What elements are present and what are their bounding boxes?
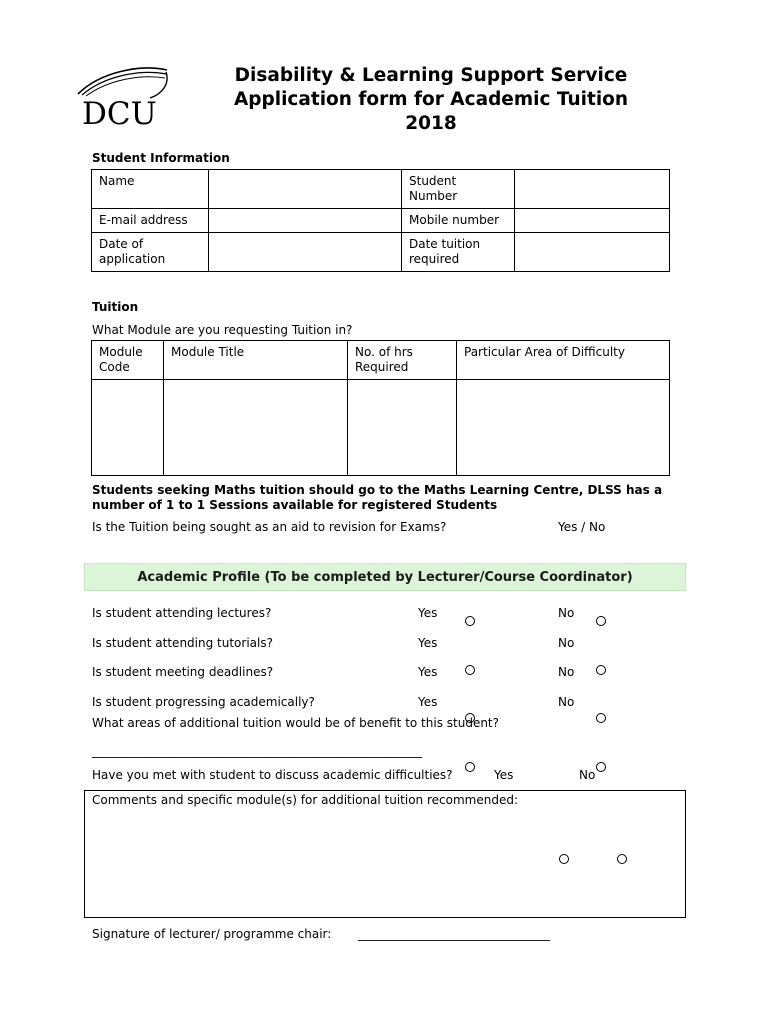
title-line-1: Disability & Learning Support Service: [234, 65, 628, 86]
yes-label: Yes: [418, 665, 438, 679]
met-yes-label: Yes: [494, 768, 514, 782]
radio-deadlines-no[interactable]: [596, 713, 606, 723]
module-table: [91, 340, 670, 476]
date-tuition-required-field[interactable]: [515, 233, 670, 272]
student-info-heading: Student Information: [92, 151, 230, 165]
revision-answer: Yes / No: [558, 520, 606, 534]
tuition-heading: Tuition: [92, 300, 139, 314]
hours-required-cell[interactable]: [348, 380, 457, 476]
student-number-label: Student Number: [402, 170, 515, 209]
name-label: Name: [92, 170, 209, 209]
title-line-2: Application form for Academic Tuition: [233, 89, 629, 110]
table-row: [92, 233, 670, 272]
date-of-application-field[interactable]: [209, 233, 402, 272]
no-label: No: [558, 606, 575, 620]
title-line-3: 2018: [405, 113, 457, 134]
mobile-number-label: Mobile number: [402, 209, 515, 233]
module-title-header: Module Title: [164, 341, 348, 380]
mobile-number-field[interactable]: [515, 209, 670, 233]
date-of-application-label: Date of application: [92, 233, 209, 272]
module-code-cell[interactable]: [92, 380, 164, 476]
dcu-logo-text: DCU: [82, 96, 157, 132]
comments-box[interactable]: [84, 790, 686, 918]
yes-label: Yes: [418, 606, 438, 620]
no-label: No: [558, 695, 575, 709]
form-title: [190, 64, 672, 136]
email-field[interactable]: [209, 209, 402, 233]
radio-tutorials-no[interactable]: [596, 665, 606, 675]
email-label: E-mail address: [92, 209, 209, 233]
signature-label: Signature of lecturer/ programme chair:: [92, 927, 332, 941]
student-number-field[interactable]: [515, 170, 670, 209]
table-row: [92, 170, 670, 209]
no-label: No: [558, 665, 575, 679]
question-tutorials: Is student attending tutorials?: [92, 636, 273, 650]
radio-lectures-yes[interactable]: [465, 616, 475, 626]
revision-question: Is the Tuition being sought as an aid to revision for Exams?: [92, 520, 447, 534]
module-code-header: Module Code: [92, 341, 164, 380]
additional-tuition-question: What areas of additional tuition would be of benefit to this student?: [92, 716, 500, 730]
difficulty-area-header: Particular Area of Difficulty: [457, 341, 670, 380]
question-lectures: Is student attending lectures?: [92, 606, 272, 620]
table-header-row: [92, 341, 670, 380]
table-row: [92, 209, 670, 233]
module-title-cell[interactable]: [164, 380, 348, 476]
hours-required-header: No. of hrs Required: [348, 341, 457, 380]
table-row: [92, 380, 670, 476]
yes-label: Yes: [418, 636, 438, 650]
question-progressing: Is student progressing academically?: [92, 695, 315, 709]
name-field[interactable]: [209, 170, 402, 209]
signature-line[interactable]: ________________________________: [358, 927, 550, 941]
difficulty-area-cell[interactable]: [457, 380, 670, 476]
additional-tuition-line[interactable]: _______________________________________________________: [92, 744, 422, 758]
radio-lectures-no[interactable]: [596, 616, 606, 626]
radio-progressing-yes[interactable]: [465, 762, 475, 772]
module-question: What Module are you requesting Tuition in?: [92, 323, 353, 337]
academic-profile-heading: Academic Profile (To be completed by Lecturer/Course Coordinator): [84, 563, 686, 591]
comments-label: Comments and specific module(s) for additional tuition recommended:: [92, 793, 518, 807]
radio-progressing-no[interactable]: [596, 762, 606, 772]
met-no-label: No: [579, 768, 596, 782]
no-label: No: [558, 636, 575, 650]
maths-tuition-note: Students seeking Maths tuition should go to the Maths Learning Centre, DLSS has a number of 1 to 1 Sessions available for registered Students: [92, 483, 663, 512]
met-student-question: Have you met with student to discuss academic difficulties?: [92, 768, 453, 782]
yes-label: Yes: [418, 695, 438, 709]
radio-tutorials-yes[interactable]: [465, 665, 475, 675]
student-info-table: [91, 169, 670, 272]
question-deadlines: Is student meeting deadlines?: [92, 665, 274, 679]
date-tuition-required-label: Date tuition required: [402, 233, 515, 272]
